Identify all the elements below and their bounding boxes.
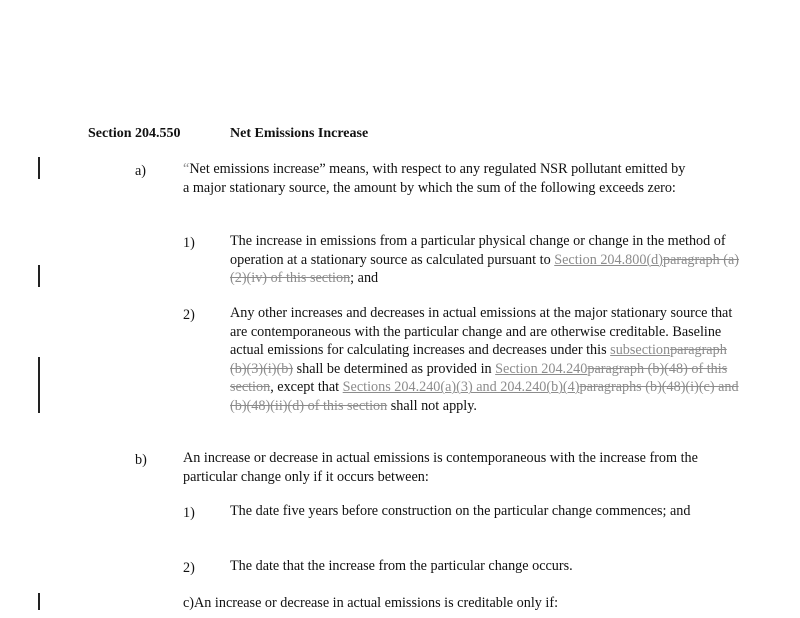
subsection-b-text: An increase or decrease in actual emissions is contemporaneous with the increase from the particular change only if it occurs between: xyxy=(183,450,698,485)
inserted-reference: Sections 204.240(a)(3) and 204.240(b)(4) xyxy=(342,379,580,396)
item-b2-label: 2) xyxy=(183,560,195,576)
subsection-b-label: b) xyxy=(135,452,147,468)
inserted-reference: subsection xyxy=(610,342,671,359)
subsection-a-text xyxy=(183,160,695,197)
item-a1-text xyxy=(230,232,746,288)
item-a2-text xyxy=(230,304,746,416)
subsection-a-label: a) xyxy=(135,163,147,179)
inserted-reference: Section 204.240 xyxy=(495,360,588,377)
deleted-reference: paragraphs (b)(48)(i)(c) and (b)(48)(ii)(d) of this section xyxy=(230,379,739,414)
change-bar xyxy=(38,265,40,287)
inserted-reference: Section 204.800(d) xyxy=(554,251,663,268)
open-quote: “ xyxy=(183,161,190,177)
deleted-reference: paragraph (a)(2)(iv) of this section xyxy=(230,251,740,287)
change-bar xyxy=(38,593,40,610)
deleted-reference: paragraph (b)(3)(i)(b) xyxy=(230,342,727,377)
section-number: Section 204.550 xyxy=(88,126,181,141)
item-a2-label: 2) xyxy=(183,307,195,323)
item-b2-text: The date that the increase from the particular change occurs. xyxy=(230,558,573,574)
deleted-reference: paragraph (b)(48) of this section xyxy=(230,360,728,396)
item-b1-text: The date five years before construction on the particular change commences; and xyxy=(230,503,691,519)
item-text: shall be determined as provided in xyxy=(293,360,496,377)
item-text: Any other increases and decreases in actual emissions at the major stationary source that are contemporaneous with the particular change and are otherwise creditable. Baseline actual emissions for calculating increases and decreases under this xyxy=(230,305,733,359)
item-text: ; and xyxy=(350,270,379,287)
item-text: The increase in emissions from a particular physical change or change in the method of operation at a stationary source as calculated pursuant to xyxy=(230,233,726,268)
change-bar xyxy=(38,157,40,179)
definition-text: Net emissions increase” means, with respect to any regulated NSR pollutant emitted by a major stationary source, the amount by which the sum of the following exceeds zero: xyxy=(183,161,686,196)
section-title: Net Emissions Increase xyxy=(230,126,369,141)
subsection-c-text: c)An increase or decrease in actual emissions is creditable only if: xyxy=(183,595,559,611)
change-bar xyxy=(38,357,40,413)
item-text: , except that xyxy=(270,379,343,396)
item-b1-label: 1) xyxy=(183,505,195,521)
item-text: shall not apply. xyxy=(387,397,477,414)
item-a1-label: 1) xyxy=(183,235,195,251)
